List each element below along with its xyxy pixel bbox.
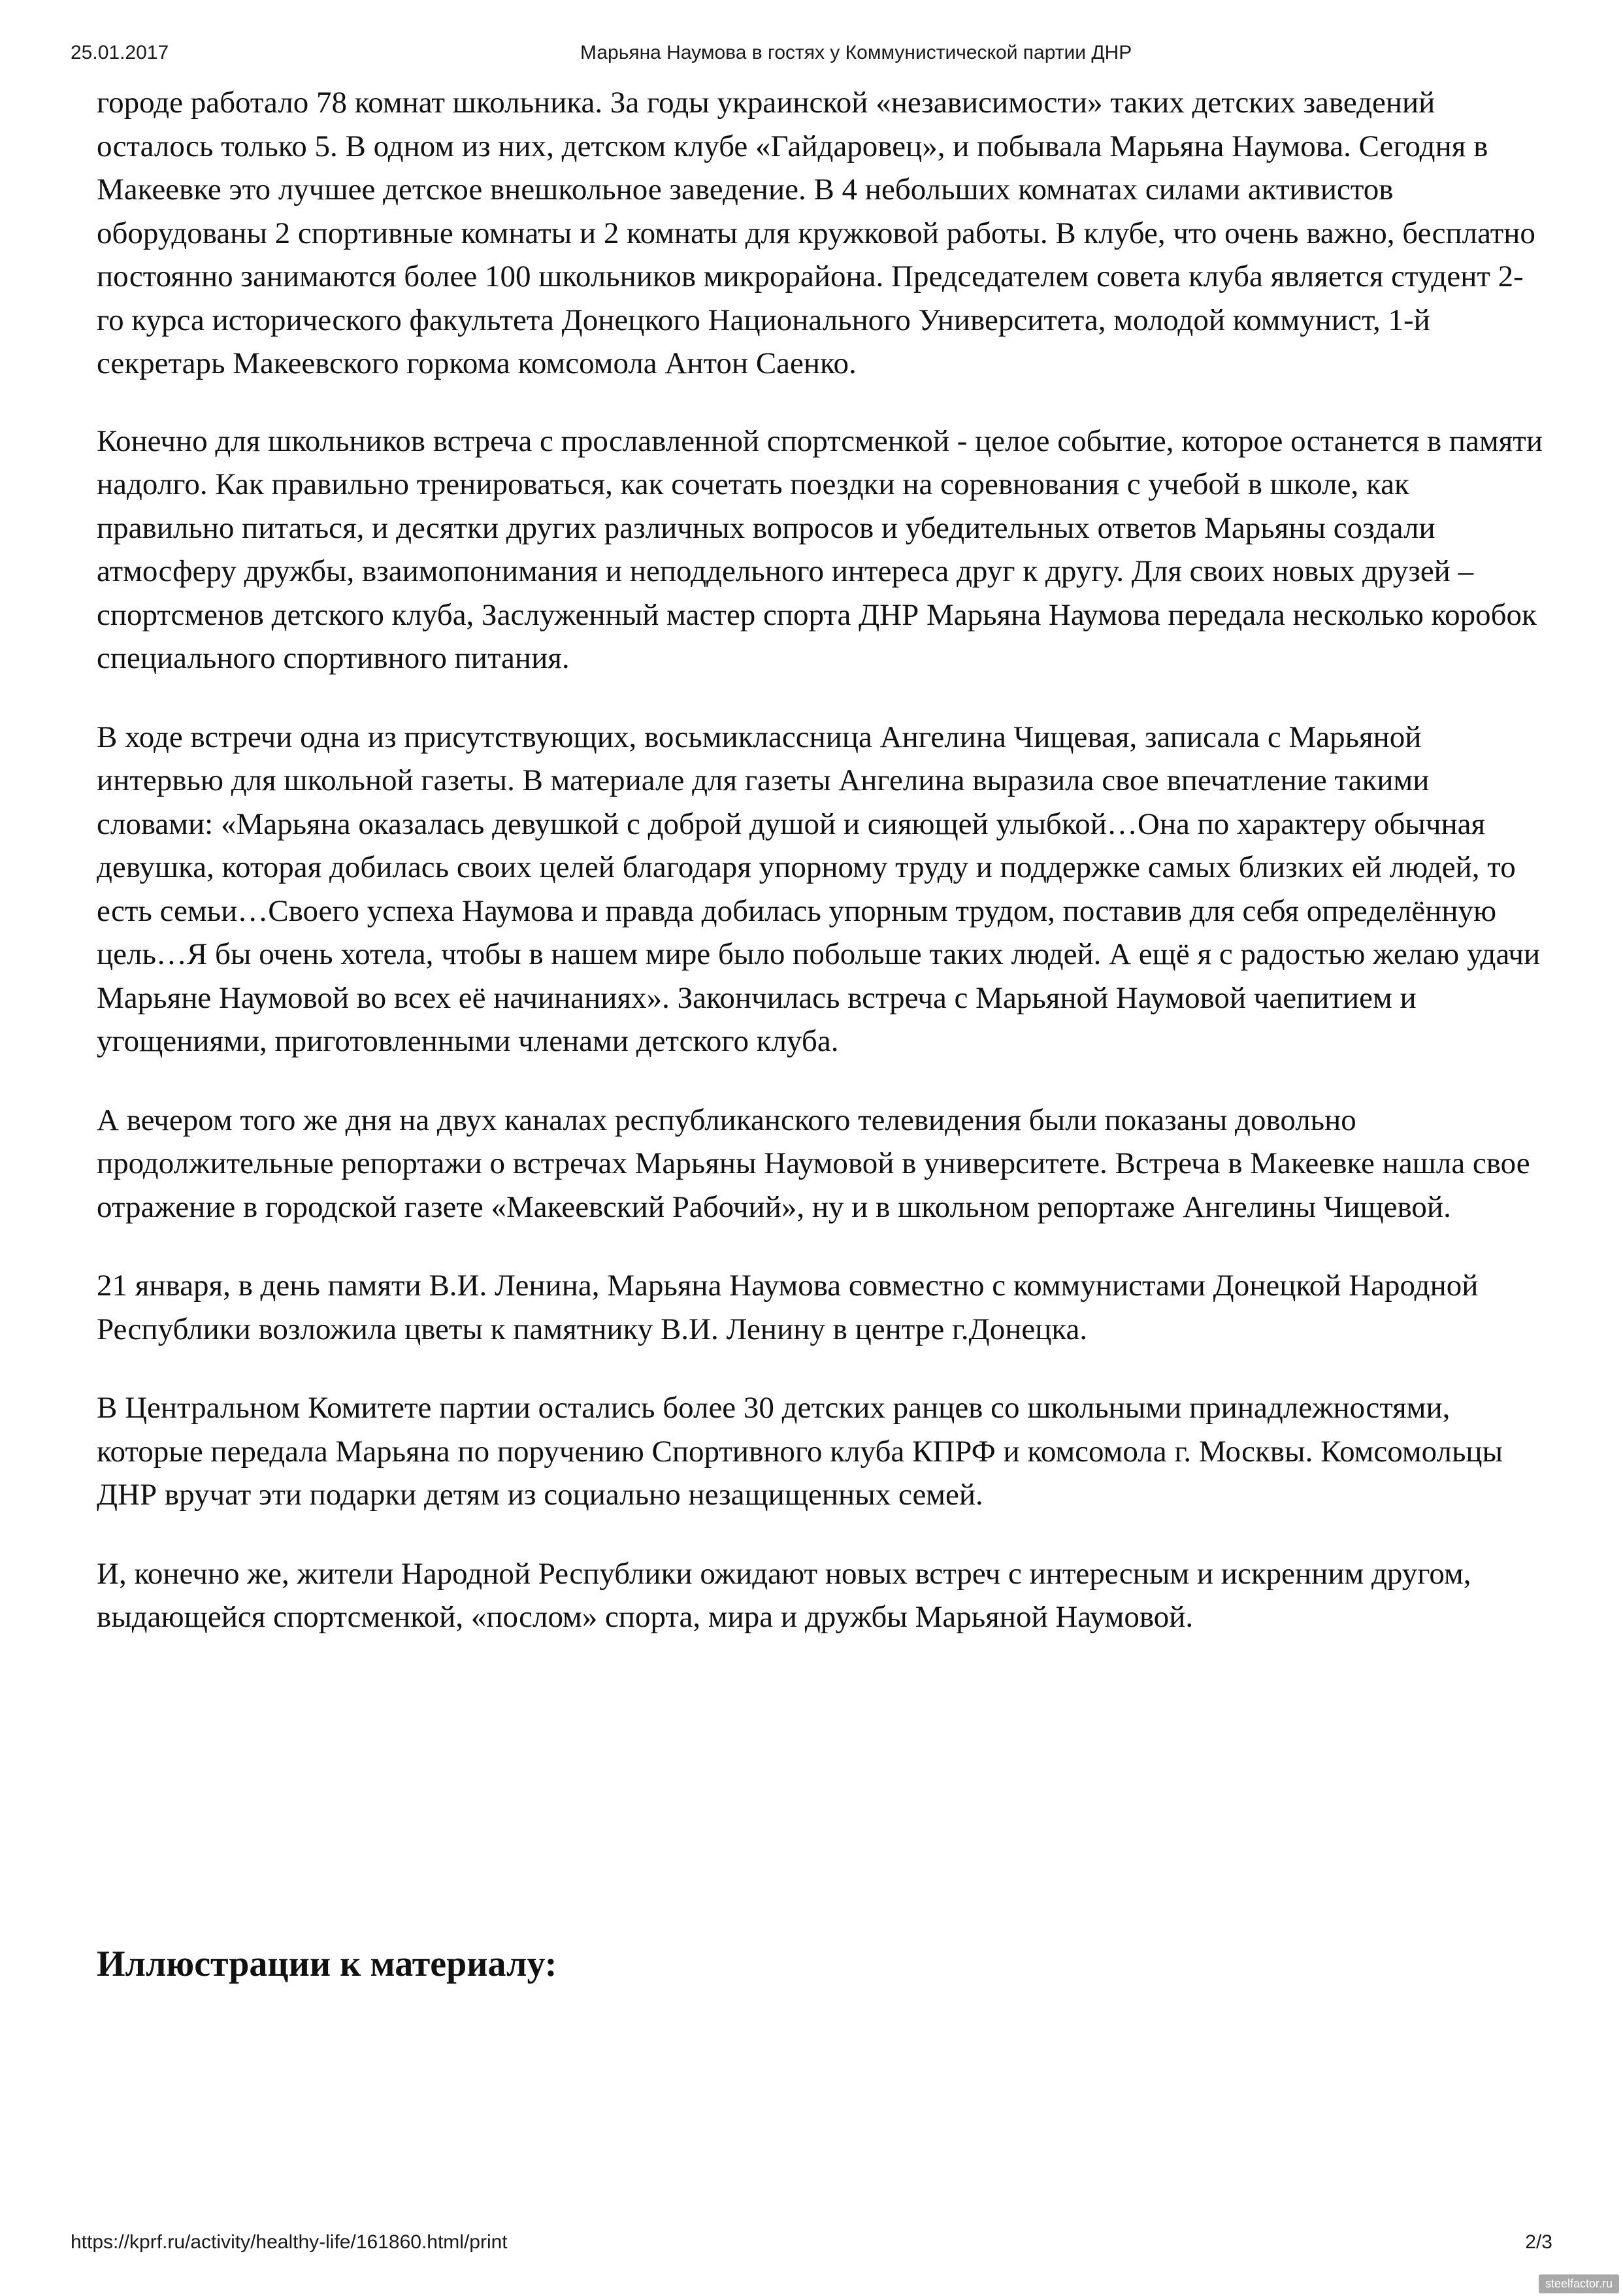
illustrations-heading: Иллюстрации к материалу: (97, 1944, 557, 1984)
article-paragraph-1: городе работало 78 комнат школьника. За годы украинской «независимости» таких детских заведений осталось только 5. В одном из них, детском клубе «Гайдаровец», и побывала Марьяна Наумова. Сегодня в Макеевке это лучшее детское внешкольное заведение. В 4 небольших комнатах силами активистов оборудованы 2 спортивные комнаты и 2 комнаты для кружковой работы. В клубе, что очень важно, бесплатно постоянно занимаются более 100 школьников микрорайона. Председателем совета клуба является студент 2-го курса исторического факультета Донецкого Национального Университета, молодой коммунист, 1-й секретарь Макеевского горкома комсомола Антон Саенко. (97, 86, 1535, 380)
document-title: Марьяна Наумова в гостях у Коммунистической партии ДНР (580, 42, 1132, 63)
watermark-badge: steelfactor.ru (1539, 2274, 1619, 2293)
article-paragraph-6: В Центральном Комитете партии остались более 30 детских ранцев со школьными принадлежностями, которые передала Марьяна по поручению Спортивного клуба КПРФ и комсомола г. Москвы. Комсомольцы ДНР вручат эти подарки детям из социально незащищенных семей. (97, 1391, 1503, 1512)
print-header (0, 0, 1623, 65)
article-paragraph-3: В ходе встречи одна из присутствующих, восьмиклассница Ангелина Чищевая, записала с Марьяной интервью для школьной газеты. В материале для газеты Ангелина выразила свое впечатление такими словами: «Марьяна оказалась девушкой с доброй душой и сияющей улыбкой…Она по характеру обычная девушка, которая добилась своих целей благодаря упорному труду и поддержке самых близких ей людей, то есть семьи…Своего успеха Наумова и правда добилась упорным трудом, поставив для себя определённую цель…Я бы очень хотела, чтобы в нашем мире было побольше таких людей. А ещё я с радостью желаю удачи Марьяне Наумовой во всех её начинаниях». Закончилась встреча с Марьяной Наумовой чаепитием и угощениями, приготовленными членами детского клуба. (97, 720, 1541, 1058)
print-footer (0, 2222, 1623, 2261)
article-paragraph-4: А вечером того же дня на двух каналах республиканского телевидения были показаны довольно продолжительные репортажи о встречах Марьяны Наумовой в университете. Встреча в Макеевке нашла свое отражение в городской газете «Макеевский Рабочий», ну и в школьном репортаже Ангелины Чищевой. (97, 1103, 1530, 1224)
article-paragraph-5: 21 января, в день памяти В.И. Ленина, Марьяна Наумова совместно с коммунистами Донецкой Народной Республики возложила цветы к памятнику В.И. Ленину в центре г.Донецка. (97, 1269, 1479, 1346)
page-url: https://kprf.ru/activity/healthy-life/161860.html/print (71, 2231, 508, 2253)
article-paragraph-2: Конечно для школьников встреча с прославленной спортсменкой - целое событие, которое останется в памяти надолго. Как правильно тренироваться, как сочетать поездки на соревнования с учебой в школе, как правильно питаться, и десятки других различных вопросов и убедительных ответов Марьяны создали атмосферу дружбы, взаимопонимания и неподдельного интереса друг к другу. Для своих новых друзей – спортсменов детского клуба, Заслуженный мастер спорта ДНР Марьяна Наумова передала несколько коробок специального спортивного питания. (97, 424, 1543, 675)
article-body (97, 81, 1547, 1674)
page-number: 2/3 (1525, 2231, 1552, 2253)
article-paragraph-7: И, конечно же, жители Народной Республики ожидают новых встреч с интересным и искренним другом, выдающейся спортсменкой, «послом» спорта, мира и дружбы Марьяной Наумовой. (97, 1556, 1471, 1634)
print-date: 25.01.2017 (71, 42, 169, 63)
